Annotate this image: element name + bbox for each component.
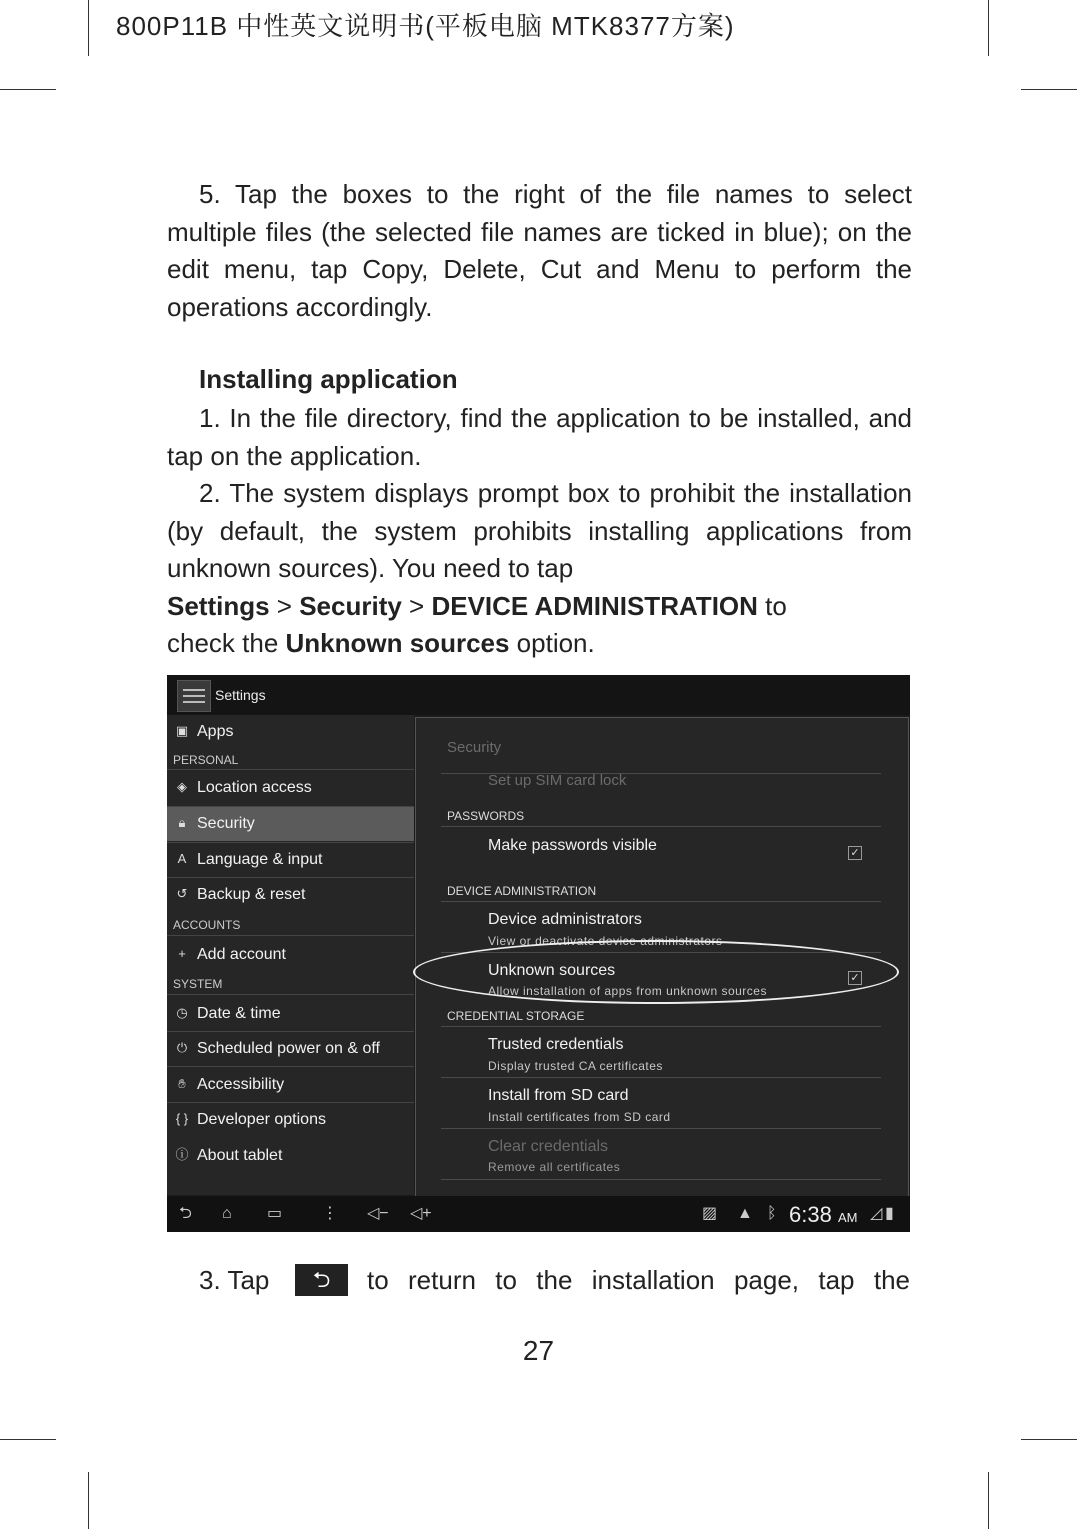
- divider: [167, 935, 414, 936]
- settings-menu: [167, 715, 414, 1195]
- menu-label: Security: [197, 815, 255, 832]
- backup-icon: ↺: [176, 886, 188, 901]
- menu-label: About tablet: [197, 1147, 283, 1164]
- crop-mark: [0, 89, 56, 90]
- section-personal: PERSONAL: [173, 753, 239, 767]
- back-icon[interactable]: ⮌: [179, 1205, 192, 1222]
- divider: [167, 994, 414, 995]
- step-5-paragraph: [167, 176, 912, 326]
- divider: [441, 1128, 881, 1129]
- divider: [167, 1066, 414, 1067]
- crop-mark: [988, 0, 989, 56]
- language-icon: A: [177, 851, 187, 866]
- volume-up-icon[interactable]: ◁+: [410, 1205, 432, 1222]
- divider: [441, 826, 881, 827]
- section-device-admin: DEVICE ADMINISTRATION: [447, 884, 597, 898]
- divider: [167, 769, 414, 770]
- menu-location[interactable]: [167, 771, 414, 805]
- bluetooth-icon: ᛒ: [767, 1205, 777, 1222]
- step-2-to: to: [757, 590, 787, 621]
- recent-apps-icon[interactable]: ▭: [267, 1205, 283, 1222]
- keyword-unknown-sources: Unknown sources: [285, 628, 510, 658]
- menu-icon[interactable]: ⋮: [322, 1205, 338, 1222]
- menu-label: Backup & reset: [197, 886, 306, 903]
- settings-screenshot: [167, 675, 910, 1232]
- step-3-prefix: 3. Tap: [199, 1265, 270, 1295]
- clear-credentials-sub: Remove all certificates: [488, 1160, 621, 1174]
- separator: >: [401, 590, 432, 621]
- device-administrators[interactable]: Device administrators: [488, 911, 642, 928]
- crop-mark: [988, 1472, 989, 1529]
- status-clock: [789, 1202, 857, 1228]
- crop-mark: [88, 1472, 89, 1529]
- menu-security[interactable]: [167, 807, 414, 841]
- checkbox-unknown-sources[interactable]: ✓: [848, 971, 862, 985]
- unknown-sources-sub: Allow installation of apps from unknown sources: [488, 984, 767, 998]
- trusted-credentials-sub: Display trusted CA certificates: [488, 1059, 663, 1073]
- clear-credentials[interactable]: Clear credentials: [488, 1138, 609, 1155]
- divider: [441, 1026, 881, 1027]
- divider: [441, 1179, 881, 1180]
- section-system: SYSTEM: [173, 977, 223, 991]
- sim-lock-item[interactable]: Set up SIM card lock: [488, 772, 627, 789]
- menu-label: Scheduled power on & off: [197, 1040, 380, 1057]
- install-from-sd[interactable]: Install from SD card: [488, 1087, 629, 1104]
- section-credential-storage: CREDENTIAL STORAGE: [447, 1009, 585, 1023]
- keyword-settings: Settings: [167, 590, 270, 621]
- step-2-paragraph: [167, 475, 912, 663]
- device-administrators-sub: View or deactivate device administrators: [488, 934, 723, 948]
- menu-label: Developer options: [197, 1111, 326, 1128]
- trusted-credentials[interactable]: Trusted credentials: [488, 1036, 624, 1053]
- menu-scheduled-power[interactable]: [167, 1032, 414, 1066]
- warning-icon: ▲: [737, 1205, 753, 1222]
- separator: >: [269, 590, 300, 621]
- apps-icon: ▣: [175, 723, 189, 738]
- unknown-sources[interactable]: Unknown sources: [488, 962, 616, 979]
- step-1-paragraph: [167, 400, 912, 475]
- menu-date-time[interactable]: [167, 997, 414, 1031]
- battery-icon: ▮: [885, 1205, 894, 1222]
- home-icon[interactable]: ⌂: [222, 1205, 232, 1222]
- power-clock-icon: ⏻: [176, 1040, 188, 1055]
- keyword-device-admin: DEVICE ADMINISTRATION: [431, 590, 758, 621]
- menu-label: Add account: [197, 946, 286, 963]
- step-2-option: option.: [509, 628, 595, 658]
- back-arrow-icon: ⮌: [295, 1264, 348, 1296]
- action-bar: [167, 675, 910, 715]
- section-passwords: PASSWORDS: [447, 809, 525, 823]
- menu-label: Language & input: [197, 851, 323, 868]
- step-3-suffix-line: to return to the installation page, tap the: [367, 1265, 910, 1295]
- step-2-text: 2. The system displays prompt box to prohibit the installation (by default, the system prohibits installing applications from unknown sources). You need to tap: [167, 478, 912, 583]
- menu-label: Accessibility: [197, 1076, 285, 1093]
- keyword-security: Security: [299, 590, 402, 621]
- checkbox-passwords-visible[interactable]: ✓: [848, 846, 862, 860]
- crop-mark: [0, 1439, 56, 1440]
- action-bar-title: Settings: [215, 687, 266, 703]
- volume-down-icon[interactable]: ◁−: [367, 1205, 389, 1222]
- step-2-check: check the: [167, 628, 286, 658]
- menu-label: Apps: [197, 723, 234, 740]
- clock-time: 6:38: [789, 1202, 832, 1227]
- signal-icon: ◿: [870, 1205, 883, 1222]
- menu-developer[interactable]: [167, 1103, 414, 1137]
- step-5-text: 5. Tap the boxes to the right of the file names to select multiple files (the selected file names are ticked in blue); on the edit menu, tap Copy, Delete, Cut and Menu to perform the operations accordingly.: [167, 179, 912, 322]
- plus-icon: +: [178, 946, 186, 961]
- menu-about[interactable]: [167, 1139, 414, 1173]
- install-from-sd-sub: Install certificates from SD card: [488, 1110, 671, 1124]
- divider: [441, 1077, 881, 1078]
- menu-apps[interactable]: [167, 715, 414, 749]
- divider: [441, 901, 881, 902]
- step-1-text: 1. In the file directory, find the application to be installed, and tap on the application.: [167, 403, 912, 471]
- crop-mark: [1021, 89, 1077, 90]
- menu-language[interactable]: [167, 843, 414, 877]
- location-icon: ◈: [177, 779, 187, 794]
- settings-icon[interactable]: [177, 680, 211, 712]
- menu-label: Date & time: [197, 1005, 281, 1022]
- clock-icon: ◷: [176, 1005, 188, 1020]
- clock-ampm: AM: [837, 1210, 858, 1225]
- make-passwords-visible[interactable]: Make passwords visible: [488, 837, 657, 854]
- section-heading: Installing application: [199, 364, 458, 394]
- menu-label: Location access: [197, 779, 312, 796]
- menu-accessibility[interactable]: [167, 1068, 414, 1102]
- document-header: 800P11B 中性英文说明书(平板电脑 MTK8377方案): [116, 11, 735, 41]
- crop-mark: [88, 0, 89, 56]
- pane-title: Security: [447, 739, 502, 756]
- page-number: 27: [522, 1335, 555, 1366]
- braces-icon: { }: [175, 1111, 189, 1126]
- section-accounts: ACCOUNTS: [173, 918, 241, 932]
- lock-icon: 🔒︎: [178, 815, 186, 830]
- menu-add-account[interactable]: [167, 938, 414, 972]
- menu-backup[interactable]: [167, 878, 414, 912]
- highlight-ellipse: [413, 940, 899, 1004]
- hand-icon: ✋︎: [178, 1076, 186, 1091]
- gallery-icon: ▨: [702, 1205, 718, 1222]
- crop-mark: [1021, 1439, 1077, 1440]
- system-navbar: [167, 1196, 910, 1232]
- info-icon: ⓘ: [175, 1147, 189, 1162]
